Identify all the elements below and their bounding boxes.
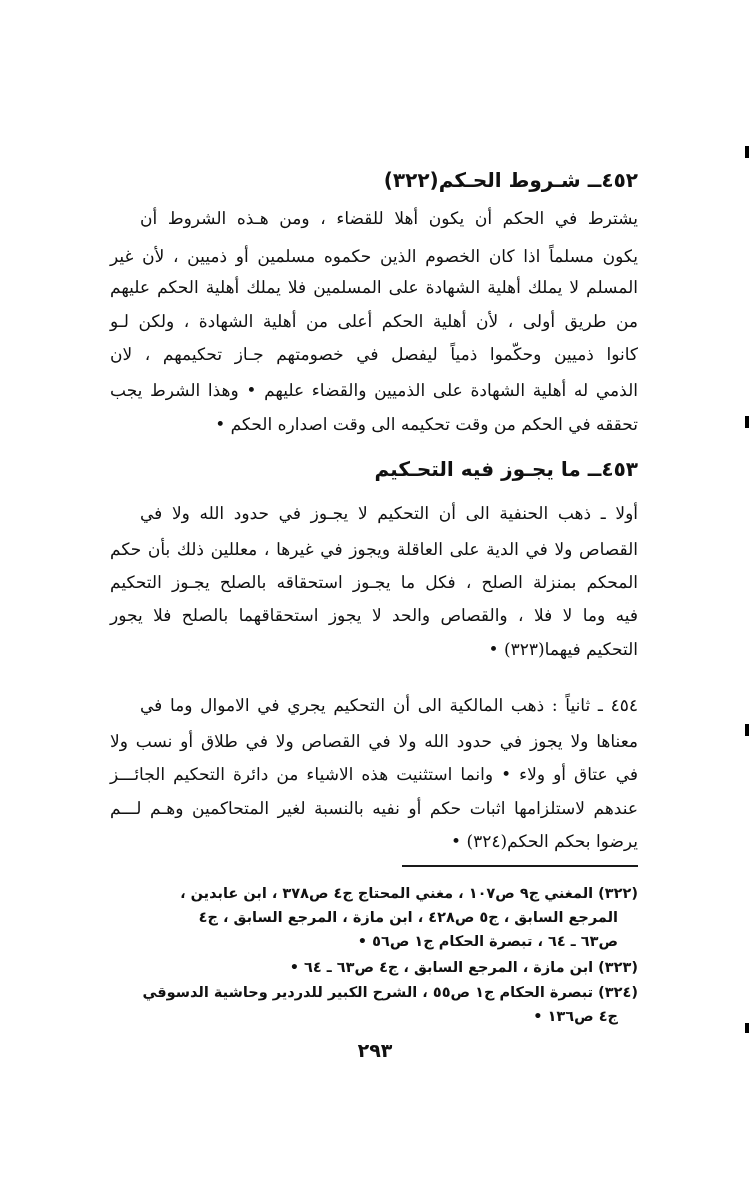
- footnote-line: المرجع السابق ، ج٥ ص٤٢٨ ، ابن مازة ، المرجع السابق ، ج٤: [198, 910, 618, 926]
- paragraph-line: كانوا ذميين وحكّموا ذمياً ليفصل في خصومتهم جـاز تحكيمهم ، لان: [110, 345, 638, 365]
- paragraph-line: التحكيم فيهما(٣٢٣) •: [488, 640, 638, 660]
- footnote-line: (٣٢٤) تبصرة الحكام ج١ ص٥٥ ، الشرح الكبير للدردير وحاشية الدسوقي: [142, 985, 638, 1001]
- paragraph-line: فيه وما لا فلا ، والقصاص والحد لا يجوز استحقاقهما بالصلح فلا يجور: [110, 606, 638, 626]
- scan-edge-mark: [745, 416, 749, 428]
- paragraph-line: يرضوا بحكم الحكم(٣٢٤) •: [451, 832, 638, 852]
- paragraph-line: يشترط في الحكم أن يكون أهلا للقضاء ، ومن هـذه الشروط أن: [140, 209, 638, 229]
- paragraph-line: عندهم لاستلزامها اثبات حكم أو نفيه بالنسبة لغير المتحاكمين وهـم لـــم: [110, 799, 638, 819]
- paragraph-line: أولا ـ ذهب الحنفية الى أن التحكيم لا يجـوز في حدود الله ولا في: [140, 504, 638, 524]
- footnote-line: (٣٢٣) ابن مازة ، المرجع السابق ، ج٤ ص٦٣ ـ ٦٤ •: [289, 960, 638, 976]
- paragraph-line: الذمي له أهلية الشهادة على الذميين والقضاء عليهم • وهذا الشرط يجب: [110, 381, 638, 401]
- section-453-heading: ٤٥٣ــ ما يجـوز فيه التحـكيم: [374, 457, 638, 481]
- section-452-heading: ٤٥٢ــ شـروط الحـكم(٣٢٢): [383, 168, 638, 192]
- scan-edge-mark: [745, 1023, 749, 1033]
- paragraph-line: من طريق أولى ، لأن أهلية الحكم أعلى من أهلية الشهادة ، ولكن لـو: [110, 312, 638, 332]
- scan-edge-mark: [745, 724, 749, 736]
- paragraph-line: القصاص ولا في الدية على العاقلة ويجوز في غيرها ، معللين ذلك بأن حكم: [110, 540, 638, 560]
- paragraph-line: يكون مسلماً اذا كان الخصوم الذين حكموه مسلمين أو ذميين ، لأن غير: [110, 247, 638, 267]
- footnote-line: ص٦٣ ـ ٦٤ ، تبصرة الحكام ج١ ص٥٦ •: [357, 934, 618, 950]
- paragraph-line: ٤٥٤ ـ ثانياً : ذهب المالكية الى أن التحكيم يجري في الاموال وما في: [140, 696, 638, 716]
- footnote-line: ج٤ ص١٣٦ •: [533, 1009, 618, 1025]
- paragraph-line: تحققه في الحكم من وقت تحكيمه الى وقت اصداره الحكم •: [215, 415, 638, 435]
- footnote-separator: [402, 865, 638, 867]
- paragraph-line: معناها ولا يجوز في حدود الله ولا في القصاص ولا في طلاق أو نسب ولا: [110, 732, 638, 752]
- scan-edge-mark: [745, 146, 749, 158]
- footnote-line: (٣٢٢) المغني ج٩ ص١٠٧ ، مغني المحتاج ج٤ ص٣٧٨ ، ابن عابدين ،: [180, 886, 638, 902]
- paragraph-line: المحكم بمنزلة الصلح ، فكل ما يجـوز استحقاقه بالصلح يجـوز التحكيم: [110, 573, 638, 593]
- paragraph-line: في عتاق أو ولاء • وانما استثنيت هذه الاشياء من دائرة التحكيم الجائـــز: [110, 765, 638, 785]
- paragraph-line: المسلم لا يملك أهلية الشهادة على المسلمين فلا يملك أهلية الحكم عليهم: [110, 278, 638, 298]
- page-number: ٢٩٣: [357, 1040, 393, 1062]
